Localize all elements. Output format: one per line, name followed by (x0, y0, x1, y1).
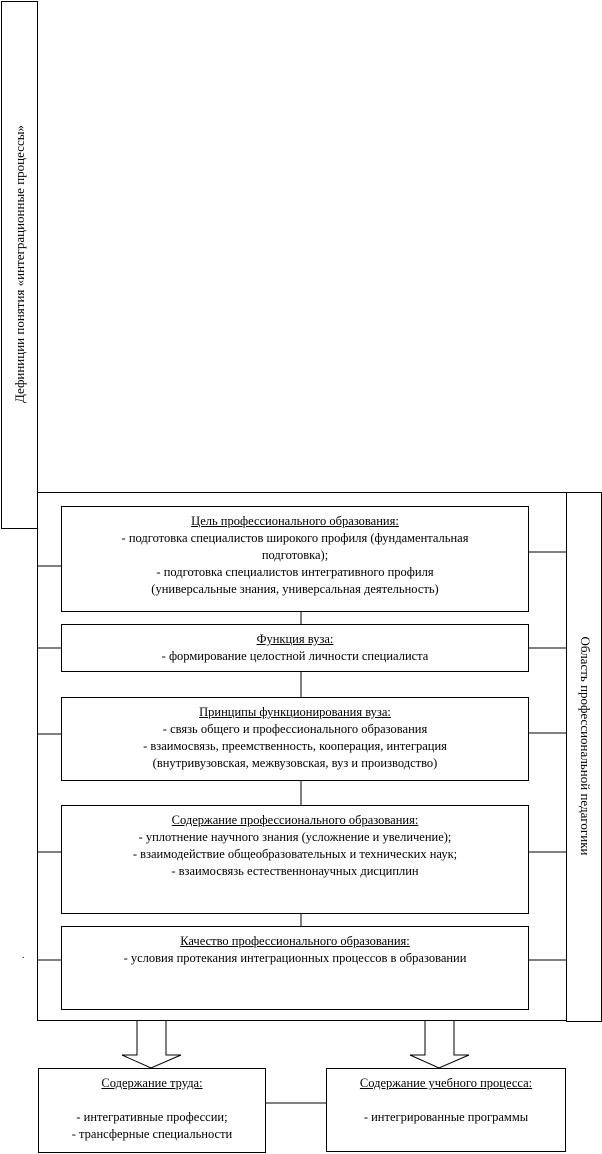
quality-block (61, 926, 529, 1010)
principles-heading: Принципы функционирования вуза: (199, 705, 391, 719)
content-line-3: - взаимосвязь естественнонаучных дисциплин (171, 864, 419, 878)
quality-line-1: - условия протекания интеграционных процессов в образовании (123, 951, 467, 965)
labor-line-3: - трансферные специальности (71, 1127, 233, 1141)
labor-line-2: - интегративные профессии; (76, 1110, 228, 1124)
labor-heading: Содержание труда: (101, 1076, 203, 1090)
study-process-block (326, 1068, 566, 1152)
study-line-1 (339, 1092, 553, 1109)
goal-line-3: - подготовка специалистов интегративного профиля (156, 565, 434, 579)
content-block (61, 805, 529, 914)
function-line-1: - формирование целостной личности специалиста (161, 649, 429, 663)
function-block (61, 624, 529, 672)
labor-line-1 (51, 1092, 253, 1109)
arrow-left-down (122, 1020, 181, 1068)
content-line-2: - взаимодействие общеобразовательных и технических наук; (132, 847, 458, 861)
function-heading: Функция вуза: (256, 632, 334, 646)
principles-line-1: - связь общего и профессионального образования (162, 722, 428, 736)
goal-line-1: - подготовка специалистов широкого профиля (фундаментальная (121, 531, 469, 545)
study-heading: Содержание учебного процесса: (359, 1076, 533, 1090)
principles-line-2: - взаимосвязь, преемственность, кооперация, интеграция (143, 739, 447, 753)
study-line-2: - интегрированные программы (363, 1110, 529, 1124)
labor-content-block (38, 1068, 266, 1153)
left-panel-label: Дефиниции понятия «интеграционные процессы» (12, 125, 27, 403)
right-panel-label: Область профессиональной педагогики (578, 636, 593, 856)
left-definitions-panel (1, 1, 38, 529)
content-heading: Содержание профессионального образования: (171, 813, 419, 827)
right-field-panel (566, 492, 602, 1022)
stray-mark: . (22, 950, 25, 961)
goal-heading: Цель профессионального образования: (191, 514, 399, 528)
goal-block (61, 506, 529, 612)
arrow-right-down (410, 1020, 469, 1068)
goal-line-2: подготовка); (261, 548, 329, 562)
principles-block (61, 697, 529, 781)
content-line-1: - уплотнение научного знания (усложнение и увеличение); (138, 830, 452, 844)
quality-heading: Качество профессионального образования: (180, 934, 410, 948)
principles-line-3: (внутривузовская, межвузовская, вуз и производство) (152, 756, 438, 770)
goal-line-4: (универсальные знания, универсальная деятельность) (151, 582, 439, 596)
